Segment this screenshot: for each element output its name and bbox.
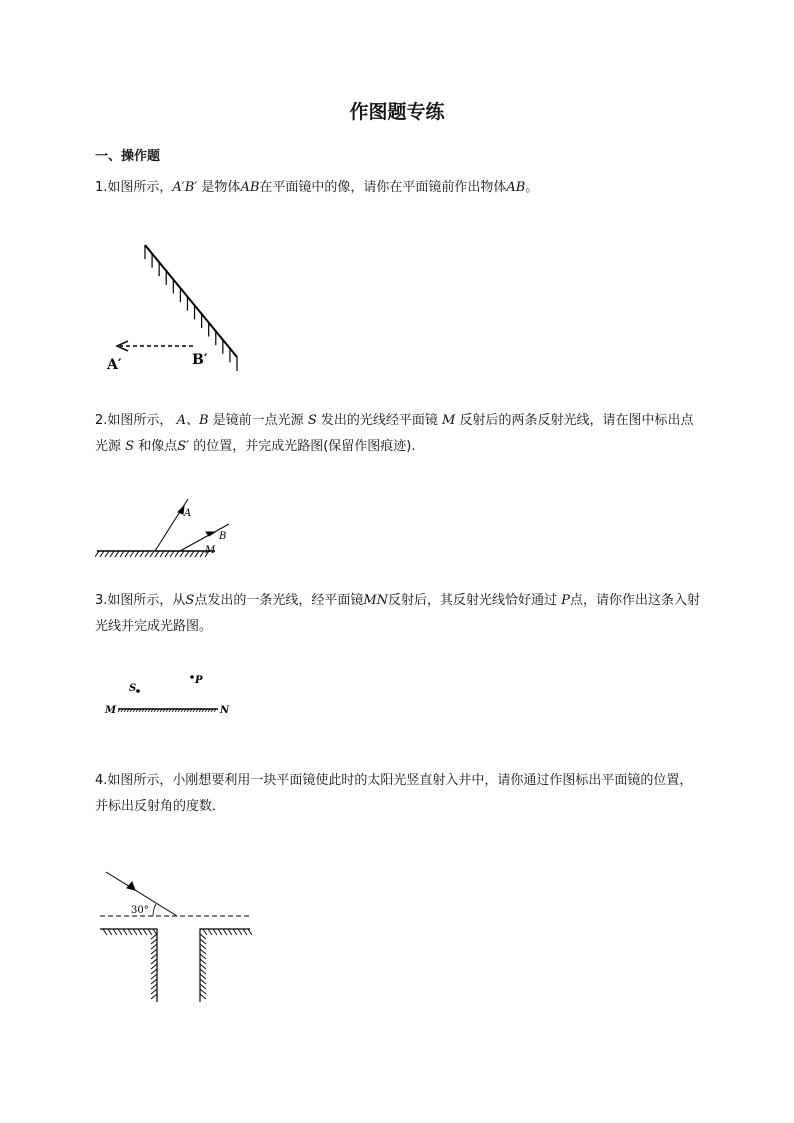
hatch-line bbox=[155, 551, 159, 557]
hatch-line bbox=[200, 954, 206, 959]
label-a-prime: A′ bbox=[107, 357, 122, 373]
label-s: S bbox=[129, 683, 137, 694]
math-symbol: S bbox=[125, 439, 135, 454]
hatch-line bbox=[175, 551, 179, 557]
math-symbol: A、B bbox=[176, 413, 209, 428]
hatch-line bbox=[150, 551, 154, 557]
question-text: 点发出的一条光线，经平面镜 bbox=[194, 593, 364, 608]
well-right-wall bbox=[200, 929, 250, 1002]
hatch-line bbox=[140, 551, 144, 557]
hatch-line bbox=[200, 939, 206, 944]
hatch-line bbox=[151, 994, 157, 999]
hatch-line bbox=[190, 551, 194, 557]
math-symbol: M bbox=[442, 413, 456, 428]
label-m: M bbox=[105, 705, 117, 716]
hatch-line bbox=[200, 551, 204, 557]
ground-hatching bbox=[103, 929, 252, 999]
hatch-line bbox=[145, 551, 149, 557]
hatch-line bbox=[133, 929, 137, 935]
question-number: 1. bbox=[95, 180, 108, 195]
math-symbol: AB bbox=[506, 180, 526, 195]
hatch-line bbox=[151, 979, 157, 984]
question-number: 4. bbox=[95, 773, 108, 788]
hatch-line bbox=[151, 969, 157, 974]
hatch-line bbox=[100, 551, 104, 557]
hatch-line bbox=[105, 551, 109, 557]
question-text: 发出的光线经平面镜 bbox=[320, 413, 438, 428]
section-heading: 一、操作题 bbox=[95, 149, 161, 164]
hatch-line bbox=[218, 929, 222, 935]
question-2 bbox=[95, 408, 705, 460]
label-a: A bbox=[184, 508, 192, 519]
hatch-line bbox=[200, 969, 206, 974]
hatch-line bbox=[151, 959, 157, 964]
hatch-line bbox=[200, 944, 206, 949]
hatch-line bbox=[135, 551, 139, 557]
question-text: 。 bbox=[525, 180, 539, 195]
image-arrow bbox=[117, 341, 193, 351]
hatch-line bbox=[148, 929, 152, 935]
question-text: 如图所示，小刚想要利用一块平面镜使此时的太阳光竖直射入井中，请你通过作图标出平面镜的位置，并标出反射角的度数． bbox=[95, 773, 693, 814]
question-4 bbox=[95, 768, 705, 820]
label-p: P bbox=[195, 675, 203, 686]
hatch-line bbox=[228, 929, 232, 935]
hatch-line bbox=[200, 959, 206, 964]
hatch-line bbox=[200, 984, 206, 989]
label-n: N bbox=[220, 705, 230, 716]
hatch-line bbox=[203, 929, 207, 935]
question-text: 点，请你作出这条入射光线并完成光路图。 bbox=[95, 593, 700, 634]
question-text: 如图所示， bbox=[107, 180, 173, 195]
hatch-line bbox=[125, 551, 129, 557]
hatch-line bbox=[95, 551, 99, 557]
hatch-line bbox=[200, 949, 206, 954]
hatch-line bbox=[151, 984, 157, 989]
hatch-line bbox=[160, 551, 164, 557]
hatch-line bbox=[195, 551, 199, 557]
label-b-prime: B′ bbox=[192, 352, 208, 368]
mirror-hatching bbox=[145, 245, 237, 371]
mirror-hatching bbox=[95, 551, 209, 557]
hatch-line bbox=[128, 929, 132, 935]
hatch-line bbox=[151, 944, 157, 949]
label-b: B bbox=[219, 531, 227, 542]
angle-arc bbox=[153, 904, 156, 916]
hatch-line bbox=[200, 974, 206, 979]
figure-3 bbox=[100, 668, 240, 724]
hatch-line bbox=[208, 929, 212, 935]
hatch-line bbox=[108, 929, 112, 935]
hatch-line bbox=[200, 994, 206, 999]
ray-a bbox=[155, 499, 188, 551]
hatch-line bbox=[151, 939, 157, 944]
math-symbol: S′ bbox=[177, 439, 190, 454]
angle-label: 30° bbox=[131, 905, 149, 916]
hatch-line bbox=[120, 551, 124, 557]
question-text: 是镜前一点光源 bbox=[212, 413, 304, 428]
math-symbol: AB bbox=[240, 180, 260, 195]
hatch-line bbox=[151, 949, 157, 954]
hatch-line bbox=[151, 989, 157, 994]
hatch-line bbox=[115, 551, 119, 557]
math-symbol: A′B′ bbox=[172, 180, 198, 195]
page-title: 作图题专练 bbox=[349, 101, 445, 123]
hatch-line bbox=[223, 929, 227, 935]
hatch-line bbox=[180, 551, 184, 557]
point-s bbox=[136, 689, 140, 693]
question-1 bbox=[95, 175, 705, 201]
hatch-line bbox=[238, 929, 242, 935]
hatch-line bbox=[248, 929, 252, 935]
hatch-line bbox=[170, 551, 174, 557]
question-3 bbox=[95, 588, 705, 640]
hatch-line bbox=[151, 964, 157, 969]
math-symbol: MN bbox=[363, 593, 389, 608]
label-m: M bbox=[205, 545, 216, 556]
hatch-line bbox=[243, 929, 247, 935]
question-text: 的位置，并完成光路图(保留作图痕迹). bbox=[193, 439, 416, 454]
hatch-line bbox=[200, 964, 206, 969]
figure-2 bbox=[95, 495, 240, 569]
question-number: 2. bbox=[95, 413, 108, 428]
hatch-line bbox=[151, 974, 157, 979]
figure-4 bbox=[95, 862, 260, 1011]
hatch-line bbox=[213, 929, 217, 935]
hatch-line bbox=[123, 929, 127, 935]
hatch-line bbox=[138, 929, 142, 935]
hatch-line bbox=[200, 979, 206, 984]
hatch-line bbox=[113, 929, 117, 935]
well-left-wall bbox=[100, 929, 157, 1002]
question-text: 如图所示， bbox=[107, 413, 173, 428]
question-number: 3. bbox=[95, 593, 108, 608]
hatch-line bbox=[151, 954, 157, 959]
hatch-line bbox=[118, 929, 122, 935]
point-p bbox=[190, 675, 194, 679]
question-text: 反射后的两条反射光线，请在图中标出点光源 bbox=[95, 413, 694, 454]
question-text: 如图所示，从 bbox=[107, 593, 186, 608]
math-symbol: S bbox=[307, 413, 317, 428]
hatch-line bbox=[185, 551, 189, 557]
math-symbol: S bbox=[185, 593, 195, 608]
figure-1 bbox=[100, 240, 250, 379]
hatch-line bbox=[165, 551, 169, 557]
question-text: 和像点 bbox=[138, 439, 178, 454]
hatch-line bbox=[143, 929, 147, 935]
math-symbol: P bbox=[561, 593, 570, 608]
hatch-line bbox=[200, 989, 206, 994]
hatch-line bbox=[200, 934, 206, 939]
question-text: 反射后，其反射光线恰好通过 bbox=[388, 593, 558, 608]
hatch-line bbox=[103, 929, 107, 935]
question-text: 在平面镜中的像，请你在平面镜前作出物体 bbox=[259, 180, 507, 195]
question-text: 是物体 bbox=[201, 180, 241, 195]
hatch-line bbox=[130, 551, 134, 557]
hatch-line bbox=[233, 929, 237, 935]
hatch-line bbox=[110, 551, 114, 557]
